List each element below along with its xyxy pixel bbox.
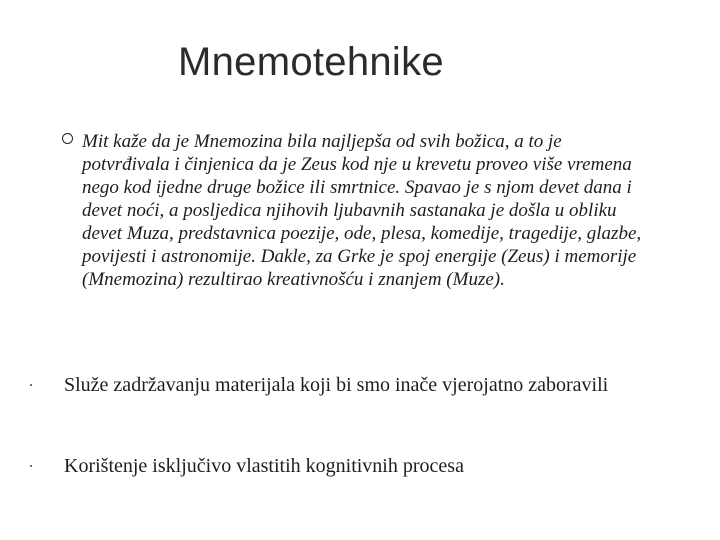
bullet-item xyxy=(30,374,670,396)
bullet-text: Služe zadržavanju materijala koji bi smo inače vjerojatno zaboravili xyxy=(64,374,609,396)
sub-bullet-text: Mit kaže da je Mnemozina bila najljepša od svih božica, a to je potvrđivala i činjenica da je Zeus kod nje u krevetu proveo više vremena nego kod ijedne druge božice ili smrtnice. Spavao je s njom devet dana i devet noći, a posljedica njihovih ljubavnih sastanaka je došla u obliku devet Muza, predstavnica poezije, ode, plesa, komedije, tragedije, glazbe, povijesti i astronomije. Dakle, za Grke je spoj energije (Zeus) i memorije (Mnemozina) rezultirao kreativnošću i znanjem (Muze). xyxy=(82,131,642,290)
dot-bullet-icon xyxy=(30,465,32,467)
sub-bullet-item xyxy=(62,130,662,291)
slide-title: Mnemotehnike xyxy=(178,40,444,84)
hollow-circle-bullet-icon xyxy=(62,133,73,144)
dot-bullet-icon xyxy=(30,384,32,386)
bullet-text: Korištenje isključivo vlastitih kognitivnih procesa xyxy=(64,455,464,477)
bullet-item xyxy=(30,455,670,477)
